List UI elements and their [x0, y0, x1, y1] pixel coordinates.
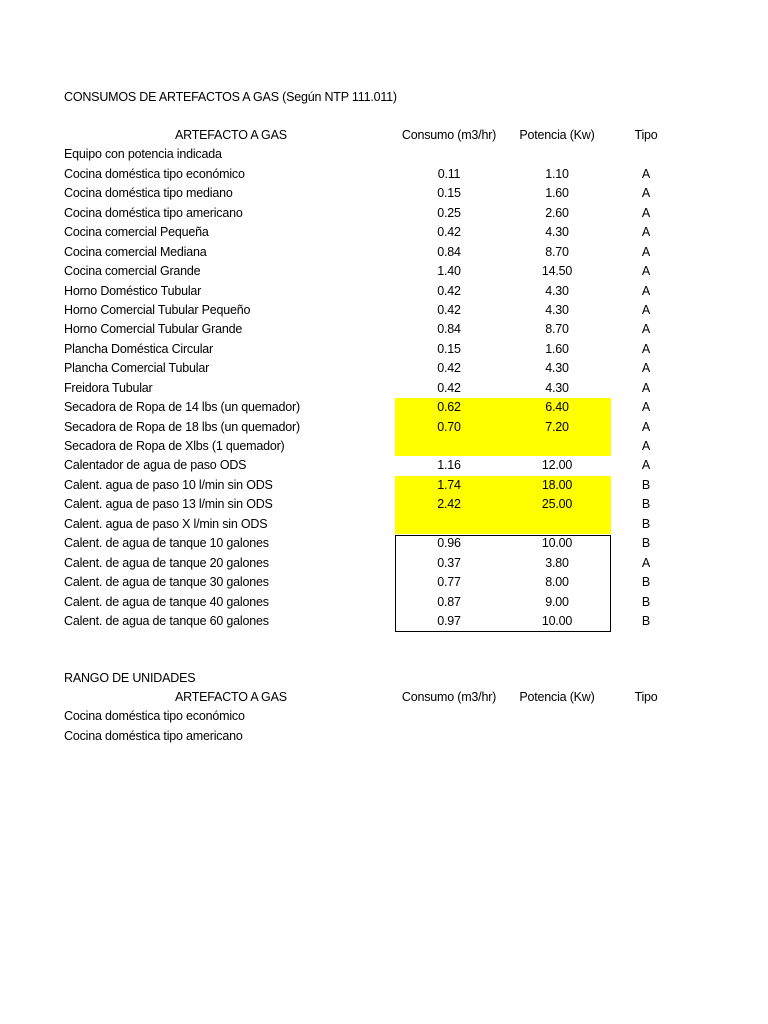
header-tipo: Tipo: [634, 128, 658, 142]
cell-tipo: [621, 145, 671, 164]
table-row: [0, 282, 768, 301]
table-row: [0, 243, 768, 262]
cell-tipo: B: [641, 536, 651, 551]
cell-consumo: 0.77: [437, 575, 461, 590]
cell-tipo: A: [641, 341, 651, 356]
range-section-title: RANGO DE UNIDADES: [64, 671, 196, 685]
table-row: [0, 554, 768, 573]
cell-artefacto: Plancha Doméstica Circular: [64, 341, 214, 356]
header-artefacto: ARTEFACTO A GAS: [175, 128, 287, 142]
cell-potencia: 10.00: [541, 613, 573, 628]
cell-artefacto: Plancha Comercial Tubular: [64, 361, 210, 376]
cell-artefacto: Horno Comercial Tubular Grande: [64, 322, 243, 337]
cell-tipo: A: [641, 458, 651, 473]
cell-potencia: 2.60: [545, 205, 569, 220]
cell-consumo: 0.62: [395, 398, 503, 417]
table-row: [0, 204, 768, 223]
cell-consumo: 0.84: [437, 322, 461, 337]
cell-tipo: B: [641, 497, 651, 512]
cell-consumo: 0.15: [437, 186, 461, 201]
table-row: [0, 515, 768, 534]
cell-tipo: A: [641, 205, 651, 220]
cell-artefacto: Calent. de agua de tanque 20 galones: [64, 555, 269, 570]
cell-artefacto: Calent. de agua de tanque 10 galones: [64, 536, 269, 551]
tanque-values-border: [395, 535, 611, 632]
cell-consumo: 0.87: [437, 594, 461, 609]
table-row: [0, 165, 768, 184]
table-row: [0, 456, 768, 475]
cell-consumo: 0.25: [437, 205, 461, 220]
cell-artefacto: Cocina doméstica tipo mediano: [64, 186, 233, 201]
cell-consumo: 1.40: [437, 264, 461, 279]
cell-tipo: A: [641, 302, 651, 317]
cell-consumo: 0.42: [437, 380, 461, 395]
table-row: [0, 320, 768, 339]
cell-consumo: 0.15: [437, 341, 461, 356]
cell-tipo: A: [641, 439, 651, 453]
cell-potencia: 8.70: [545, 244, 569, 259]
cell-consumo: 2.42: [395, 495, 503, 514]
table-header-row: [0, 126, 768, 145]
cell-tipo: B: [641, 477, 651, 492]
cell-potencia: 4.30: [545, 225, 569, 240]
cell-potencia: 1.60: [545, 186, 569, 201]
cell-consumo: 0.70: [395, 418, 503, 437]
cell-potencia: [503, 437, 611, 456]
cell-potencia: 7.20: [503, 418, 611, 437]
cell-potencia: 3.80: [545, 555, 569, 570]
cell-consumo: 0.37: [437, 555, 461, 570]
cell-artefacto: Cocina comercial Grande: [64, 264, 201, 279]
table-row: [0, 184, 768, 203]
cell-artefacto: Calentador de agua de paso ODS: [64, 458, 247, 473]
cell-potencia: 8.00: [545, 575, 569, 590]
cell-tipo: A: [641, 225, 651, 240]
cell-potencia: 4.30: [545, 361, 569, 376]
cell-artefacto: Cocina comercial Mediana: [64, 244, 207, 259]
cell-artefacto: Calent. agua de paso 10 l/min sin ODS: [64, 477, 273, 492]
cell-artefacto: Horno Doméstico Tubular: [64, 283, 202, 298]
table-row: [0, 398, 768, 417]
cell-consumo: 0.42: [437, 225, 461, 240]
cell-consumo: 0.42: [437, 283, 461, 298]
range-row: [0, 707, 768, 726]
cell-potencia: 12.00: [541, 458, 573, 473]
table-row: [0, 418, 768, 437]
range-table: [0, 688, 768, 746]
table-row: [0, 612, 768, 631]
cell-tipo: A: [641, 166, 651, 181]
cell-potencia: 9.00: [545, 594, 569, 609]
cell-potencia: 14.50: [541, 264, 573, 279]
cell-consumo: [395, 437, 503, 456]
cell-potencia: 1.60: [545, 341, 569, 356]
cell-artefacto: Cocina doméstica tipo económico: [64, 166, 245, 181]
cell-artefacto: Horno Comercial Tubular Pequeño: [64, 302, 251, 317]
cell-potencia: 10.00: [541, 536, 573, 551]
cell-tipo: A: [641, 264, 651, 279]
table-row: [0, 593, 768, 612]
cell-potencia: 8.70: [545, 322, 569, 337]
cell-tipo: B: [641, 516, 651, 531]
cell-artefacto: Calent. de agua de tanque 60 galones: [64, 613, 269, 628]
range-row: [0, 727, 768, 746]
cell-tipo: A: [641, 361, 651, 376]
cell-potencia: 1.10: [545, 166, 569, 181]
cell-consumo: 1.74: [395, 476, 503, 495]
header-consumo: Consumo (m3/hr): [401, 128, 497, 142]
cell-potencia: 25.00: [503, 495, 611, 514]
cell-consumo: [395, 145, 503, 164]
cell-tipo: A: [641, 322, 651, 337]
cell-artefacto: Calent. agua de paso 13 l/min sin ODS: [64, 497, 273, 512]
cell-artefacto: Calent. de agua de tanque 40 galones: [64, 594, 269, 609]
cell-artefacto: Secadora de Ropa de Xlbs (1 quemador): [64, 439, 285, 453]
cell-potencia: [503, 515, 611, 534]
cell-tipo: B: [641, 594, 651, 609]
table-row: [0, 262, 768, 281]
cell-potencia: [503, 145, 611, 164]
cell-consumo: 0.97: [437, 613, 461, 628]
page-title: CONSUMOS DE ARTEFACTOS A GAS (Según NTP 111.011): [64, 90, 397, 104]
cell-consumo: 0.96: [437, 536, 461, 551]
table-row: [0, 340, 768, 359]
cell-artefacto: Secadora de Ropa de 14 lbs (un quemador): [64, 400, 300, 415]
table-row: [0, 301, 768, 320]
cell-potencia: 6.40: [503, 398, 611, 417]
cell-tipo: B: [641, 613, 651, 628]
cell-consumo: 0.42: [437, 361, 461, 376]
range-header-potencia: Potencia (Kw): [519, 690, 595, 704]
cell-artefacto: Cocina comercial Pequeña: [64, 225, 209, 240]
table-row: [0, 359, 768, 378]
table-row: [0, 223, 768, 242]
table-body: [0, 145, 768, 631]
range-table-body: [0, 707, 768, 746]
cell-tipo: A: [641, 419, 651, 434]
cell-tipo: B: [641, 575, 651, 590]
cell-tipo: A: [641, 186, 651, 201]
cell-tipo: A: [641, 555, 651, 570]
cell-potencia: 4.30: [545, 380, 569, 395]
table-row: [0, 573, 768, 592]
cell-consumo: 1.16: [437, 458, 461, 473]
table-row: [0, 495, 768, 514]
cell-artefacto: Cocina doméstica tipo americano: [64, 205, 243, 220]
cell-tipo: A: [641, 283, 651, 298]
cell-artefacto: Equipo con potencia indicada: [64, 147, 222, 162]
table-row: [0, 476, 768, 495]
cell-tipo: A: [641, 400, 651, 415]
cell-consumo: 0.42: [437, 302, 461, 317]
cell-artefacto: Secadora de Ropa de 18 lbs (un quemador): [64, 419, 300, 434]
cell-artefacto: Calent. de agua de tanque 30 galones: [64, 575, 269, 590]
cell-potencia: 18.00: [503, 476, 611, 495]
table-row: [0, 437, 768, 456]
cell-artefacto: Freidora Tubular: [64, 380, 153, 395]
cell-potencia: 4.30: [545, 302, 569, 317]
range-header-tipo: Tipo: [634, 690, 658, 704]
appliance-table: [0, 126, 768, 631]
range-header-consumo: Consumo (m3/hr): [401, 690, 497, 704]
range-cell-artefacto: Cocina doméstica tipo económico: [64, 709, 245, 724]
cell-tipo: A: [641, 244, 651, 259]
cell-tipo: A: [641, 380, 651, 395]
range-header-artefacto: ARTEFACTO A GAS: [175, 690, 287, 704]
cell-consumo: 0.11: [437, 166, 461, 181]
table-row: [0, 379, 768, 398]
cell-consumo: 0.84: [437, 244, 461, 259]
cell-artefacto: Calent. agua de paso X l/min sin ODS: [64, 516, 268, 531]
header-potencia: Potencia (Kw): [519, 128, 595, 142]
cell-potencia: 4.30: [545, 283, 569, 298]
table-row: [0, 534, 768, 553]
range-cell-artefacto: Cocina doméstica tipo americano: [64, 728, 243, 743]
range-header-row: [0, 688, 768, 707]
cell-consumo: [395, 515, 503, 534]
table-row: [0, 145, 768, 164]
